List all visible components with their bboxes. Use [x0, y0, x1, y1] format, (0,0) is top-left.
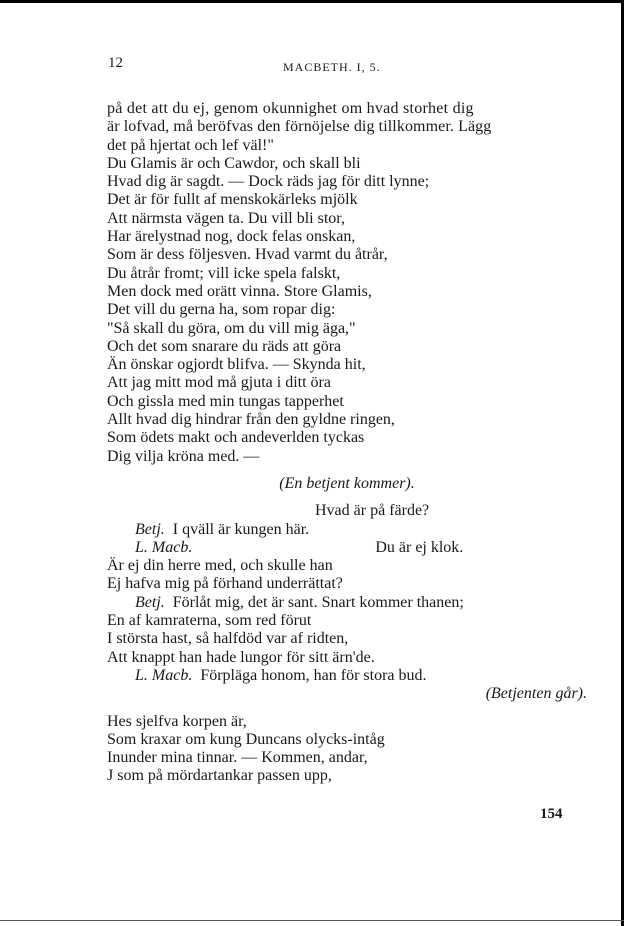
speaker-name: Betj. — [135, 520, 165, 538]
verse-line: Och gissla med min tungas tapperhet — [107, 392, 344, 410]
speech-line — [107, 539, 587, 557]
verse-line: Hes sjelfva korpen är, — [107, 712, 247, 730]
speaker-name: Betj. — [135, 593, 165, 611]
speaker-name: L. Macb. — [135, 538, 193, 556]
verse-line: Att knappt han hade lungor för sitt ärn'de. — [107, 648, 375, 666]
verse-line: "Så skall du göra, om du vill mig äga," — [107, 319, 356, 337]
prose-line: det på hjertat och lef väl!" — [107, 136, 274, 154]
speech-text: Du är ej klok. — [375, 538, 464, 556]
speech-line — [107, 667, 587, 685]
verse-line: Ej hafva mig på förhand underrättat? — [107, 575, 343, 593]
verse-line: Att jag mitt mod må gjuta i ditt öra — [107, 374, 331, 392]
verse-line: Hvad är på färde? — [315, 502, 430, 520]
page-number: 12 — [108, 55, 123, 71]
verse-line: Som är dess följesven. Hvad varmt du åtrår, — [107, 246, 388, 264]
speech-text: I qväll är kungen här. — [172, 520, 310, 538]
verse-line: Det vill du gerna ha, som ropar dig: — [107, 301, 336, 319]
verse-line: Du åtrår fromt; vill icke spela falskt, — [107, 264, 341, 282]
speech-text: Förlåt mig, det är sant. Snart kommer thanen; — [172, 593, 464, 611]
verse-line: Och det som snarare du räds att göra — [107, 337, 342, 355]
verse-line: Som kraxar om kung Duncans olycks-intåg — [107, 730, 385, 748]
verse-line: Är ej din herre med, och skulle han — [107, 557, 333, 575]
speech-text: Förpläga honom, han för stora bud. — [200, 666, 427, 684]
verse-line: Inunder mina tinnar. — Kommen, andar, — [107, 749, 368, 767]
verse-line: Som ödets makt och andeverlden tyckas — [107, 429, 365, 447]
verse-line: I största hast, så halfdöd var af ridten, — [107, 630, 349, 648]
verse-line: Att närmsta vägen ta. Du vill bli stor, — [107, 209, 345, 227]
running-head: MACBETH. I, 5. — [283, 60, 381, 74]
verse-line: Dig vilja kröna med. — — [107, 447, 260, 465]
verse-line: Allt hvad dig hindrar från den gyldne ringen, — [107, 411, 395, 429]
prose-line: på det att du ej, genom okunnighet om hvad storhet dig — [107, 100, 474, 117]
verse-line: En af kamraterna, som red förut — [107, 612, 312, 630]
verse-line: Hvad dig är sagdt. — Dock räds jag för ditt lynne; — [107, 173, 430, 191]
speaker-name: L. Macb. — [135, 666, 193, 684]
verse-line: Än önskar ogjordt blifva. — Skynda hit, — [107, 356, 366, 374]
verse-line: Men dock med orätt vinna. Store Glamis, — [107, 282, 372, 300]
prose-line: är lofvad, må beröfvas den förnöjelse dig tillkommer. Lägg — [107, 118, 492, 136]
signature-mark: 154 — [540, 806, 563, 822]
speech-line — [107, 594, 587, 612]
scan-edge-top — [0, 0, 624, 3]
verse-line: Har ärelystnad nog, dock felas onskan, — [107, 228, 356, 246]
body-text — [107, 100, 587, 786]
stage-direction: (En betjent kommer). — [279, 474, 415, 492]
scan-edge-bottom — [0, 920, 624, 921]
speech-line — [107, 521, 587, 539]
stage-direction: (Betjenten går). — [485, 685, 587, 703]
verse-line: Det är för fullt af menskokärleks mjölk — [107, 191, 358, 209]
verse-line: J som på mördartankar passen upp, — [107, 767, 332, 785]
verse-line: Du Glamis är och Cawdor, och skall bli — [107, 154, 361, 172]
